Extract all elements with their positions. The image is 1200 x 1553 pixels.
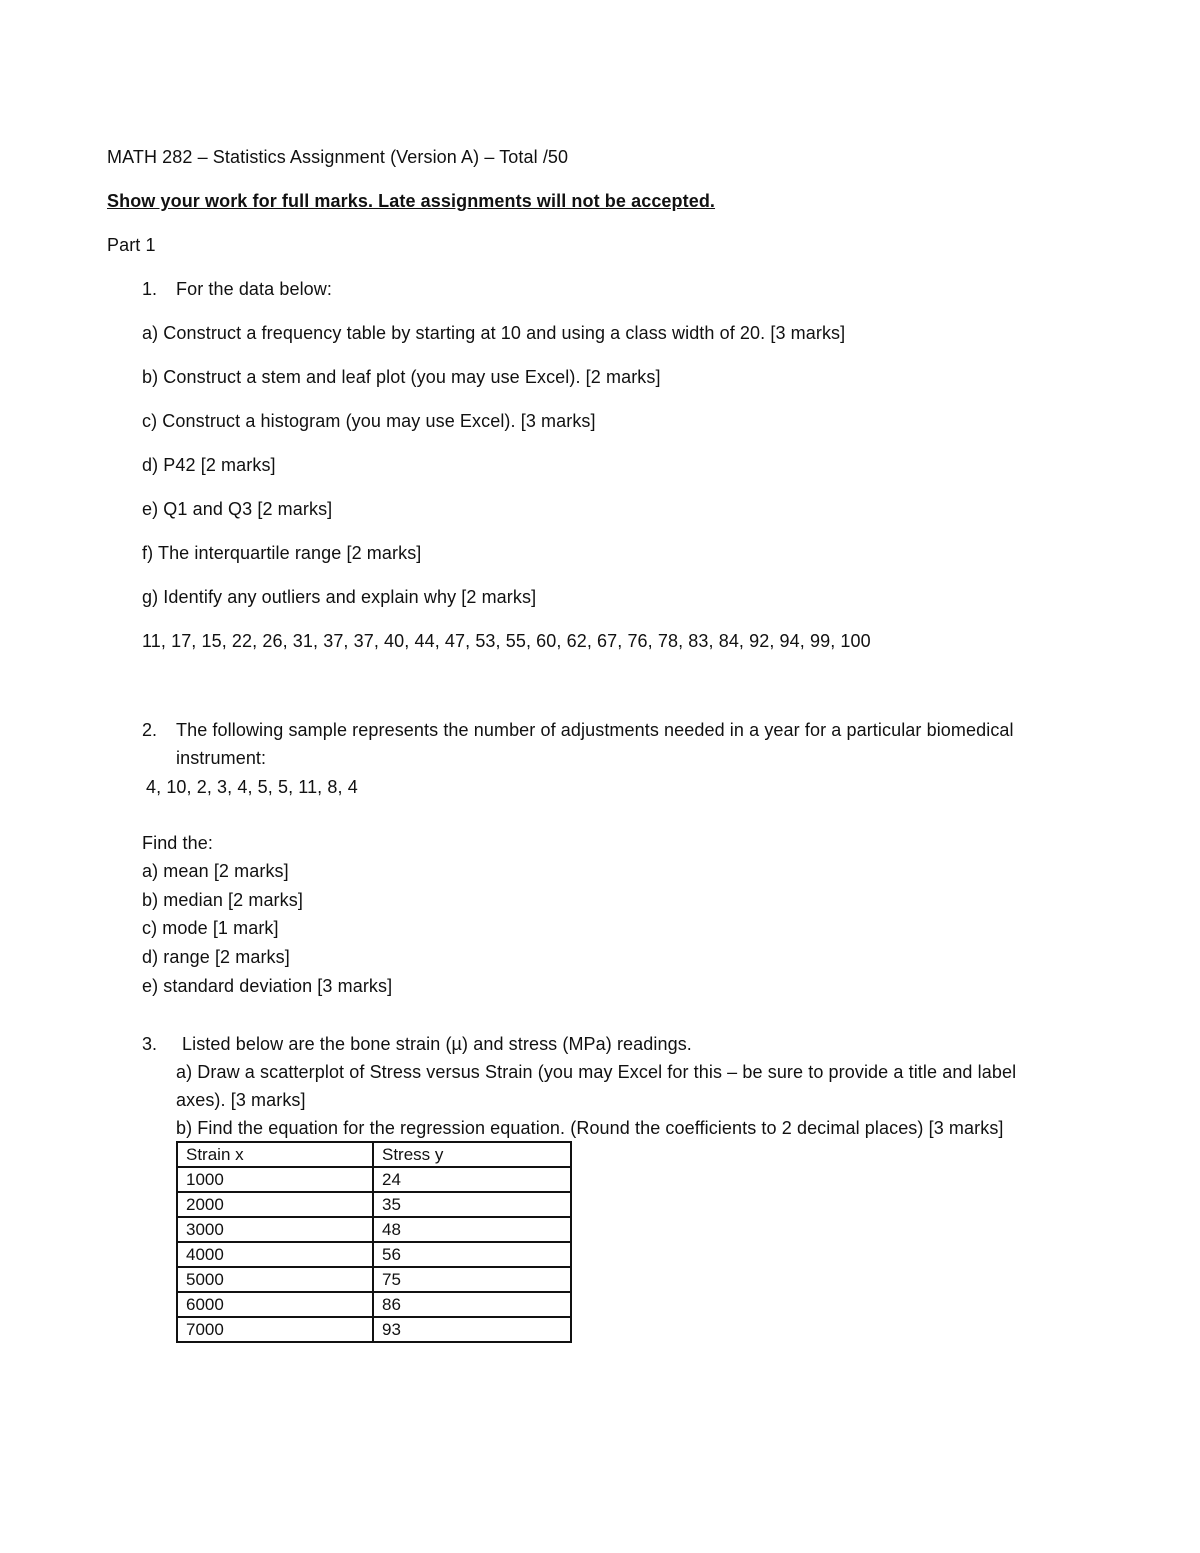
q2-prompt-line1: The following sample represents the number of adjustments needed in a year for a particular biomedical [176,720,1014,740]
table-row [177,1292,571,1317]
header-stress: Stress y [373,1142,571,1167]
q1-number: 1. [142,279,158,299]
strain-cell: 3000 [177,1217,373,1242]
table-row [177,1317,571,1342]
strain-cell: 7000 [177,1317,373,1342]
strain-cell: 1000 [177,1167,373,1192]
strain-cell: 4000 [177,1242,373,1267]
q2-find-label: Find the: [142,833,213,853]
q1-item-a: a) Construct a frequency table by starting at 10 and using a class width of 20. [3 marks] [142,323,846,343]
q3-prompt: Listed below are the bone strain (µ) and stress (MPa) readings. [182,1034,692,1054]
instructions: Show your work for full marks. Late assignments will not be accepted. [107,191,716,211]
table-row [177,1242,571,1267]
header-strain: Strain x [177,1142,373,1167]
table-row [177,1167,571,1192]
table-row [177,1192,571,1217]
strain-cell: 5000 [177,1267,373,1292]
q1-item-d: d) P42 [2 marks] [142,455,276,475]
stress-cell: 48 [373,1217,571,1242]
q1-item-c: c) Construct a histogram (you may use Excel). [3 marks] [142,411,596,431]
part-label: Part 1 [107,235,156,255]
q2-data: 4, 10, 2, 3, 4, 5, 5, 11, 8, 4 [146,777,358,797]
q1-item-f: f) The interquartile range [2 marks] [142,543,422,563]
strain-cell: 6000 [177,1292,373,1317]
stress-cell: 56 [373,1242,571,1267]
q2-item-e: e) standard deviation [3 marks] [142,976,393,996]
q1-item-e: e) Q1 and Q3 [2 marks] [142,499,333,519]
stress-cell: 75 [373,1267,571,1292]
q3-item-a-line2: axes). [3 marks] [176,1090,306,1110]
stress-cell: 86 [373,1292,571,1317]
stress-cell: 24 [373,1167,571,1192]
stress-cell: 35 [373,1192,571,1217]
table-row [177,1217,571,1242]
assignment-title: MATH 282 – Statistics Assignment (Version A) – Total /50 [107,147,569,167]
strain-stress-table [176,1141,572,1343]
q3-item-b: b) Find the equation for the regression equation. (Round the coefficients to 2 decimal places) [3 marks] [176,1118,1004,1138]
table-row [177,1267,571,1292]
q2-item-d: d) range [2 marks] [142,947,290,967]
q3-item-a-line1: a) Draw a scatterplot of Stress versus Strain (you may Excel for this – be sure to provide a title and label [176,1062,1017,1082]
q2-item-b: b) median [2 marks] [142,890,303,910]
q1-item-b: b) Construct a stem and leaf plot (you may use Excel). [2 marks] [142,367,661,387]
q2-number: 2. [142,720,158,740]
q2-item-a: a) mean [2 marks] [142,861,289,881]
q3-number: 3. [142,1034,158,1054]
q2-item-c: c) mode [1 mark] [142,918,279,938]
q1-prompt: For the data below: [176,279,332,299]
q1-data: 11, 17, 15, 22, 26, 31, 37, 37, 40, 44, 47, 53, 55, 60, 62, 67, 76, 78, 83, 84, 92, 94, 99, 100 [142,631,871,651]
q2-prompt-line2: instrument: [176,748,267,768]
stress-cell: 93 [373,1317,571,1342]
table-header-row [177,1142,571,1167]
q1-item-g: g) Identify any outliers and explain why [2 marks] [142,587,537,607]
strain-cell: 2000 [177,1192,373,1217]
